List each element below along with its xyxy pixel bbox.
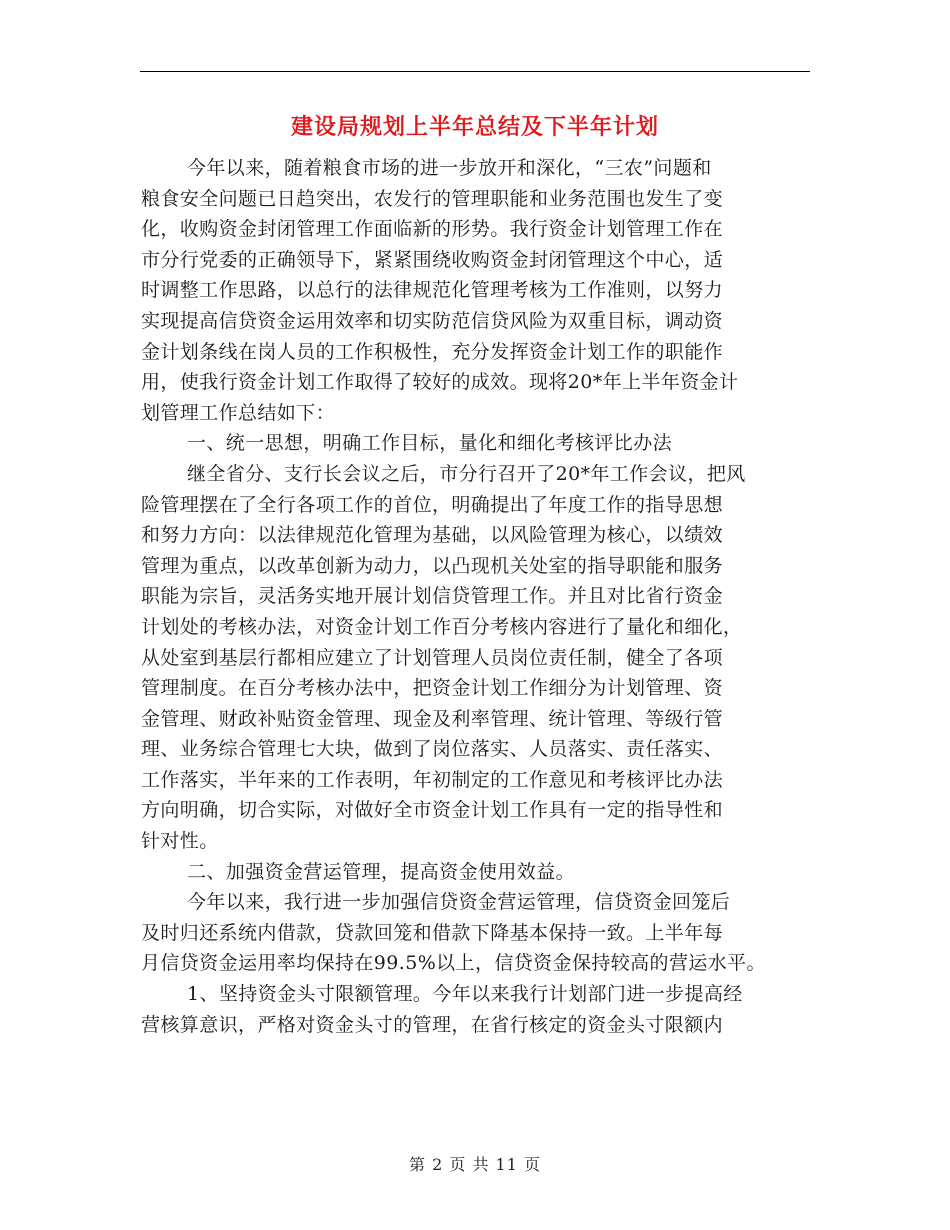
body-text-line: 1、坚持资金头寸限额管理。今年以来我行计划部门进一步提高经 [187, 983, 743, 1006]
body-text-line: 今年以来，我行进一步加强信贷资金营运管理，信贷资金回笼后 [187, 891, 731, 914]
body-text-line: 和努力方向：以法律规范化管理为基础，以风险管理为核心，以绩效 [141, 524, 724, 547]
body-text-line: 从处室到基层行都相应建立了计划管理人员岗位责任制，健全了各项 [141, 646, 724, 669]
body-text-line: 理、业务综合管理七大块，做到了岗位落实、人员落实、责任落实、 [141, 738, 724, 761]
body-text-line: 二、加强资金营运管理，提高资金使用效益。 [187, 860, 576, 883]
body-text-line: 用，使我行资金计划工作取得了较好的成效。现将20*年上半年资金计 [141, 371, 739, 394]
body-text-line: 时调整工作思路，以总行的法律规范化管理考核为工作准则，以努力 [141, 279, 724, 302]
body-text-line: 继全省分、支行长会议之后，市分行召开了20*年工作会议，把风 [187, 462, 746, 485]
body-text-line: 职能为宗旨，灵活务实地开展计划信贷管理工作。并且对比省行资金 [141, 585, 724, 608]
page-footer: 第 2 页 共 11 页 [409, 1155, 541, 1174]
body-text-line: 实现提高信贷资金运用效率和切实防范信贷风险为双重目标，调动资 [141, 309, 724, 332]
body-text-line: 管理制度。在百分考核办法中，把资金计划工作细分为计划管理、资 [141, 677, 724, 700]
body-text-line: 金管理、财政补贴资金管理、现金及利率管理、统计管理、等级行管 [141, 707, 724, 730]
body-text-line: 针对性。 [141, 830, 219, 853]
body-text-line: 一、统一思想，明确工作目标，量化和细化考核评比办法 [187, 432, 673, 455]
body-text-line: 管理为重点，以改革创新为动力，以凸现机关处室的指导职能和服务 [141, 554, 724, 577]
document-body [141, 153, 821, 1040]
body-text-line: 划管理工作总结如下： [141, 401, 336, 424]
body-text-line: 险管理摆在了全行各项工作的首位，明确提出了年度工作的指导思想 [141, 493, 724, 516]
body-text-line: 粮食安全问题已日趋突出，农发行的管理职能和业务范围也发生了变 [141, 187, 724, 210]
body-text-line: 今年以来，随着粮食市场的进一步放开和深化，“三农”问题和 [187, 157, 712, 179]
body-text-line: 金计划条线在岗人员的工作积极性，充分发挥资金计划工作的职能作 [141, 340, 724, 363]
body-text-line: 月信贷资金运用率均保持在99.5%以上，信贷资金保持较高的营运水平。 [141, 952, 766, 975]
header-rule [140, 71, 810, 72]
body-text-line: 方向明确，切合实际，对做好全市资金计划工作具有一定的指导性和 [141, 799, 724, 822]
body-text-line: 计划处的考核办法，对资金计划工作百分考核内容进行了量化和细化， [141, 615, 743, 638]
body-text-line: 工作落实，半年来的工作表明，年初制定的工作意见和考核评比办法 [141, 768, 724, 791]
body-text-line: 化，收购资金封闭管理工作面临新的形势。我行资金计划管理工作在 [141, 218, 724, 241]
document-title: 建设局规划上半年总结及下半年计划 [290, 115, 659, 140]
body-text-line: 营核算意识，严格对资金头寸的管理，在省行核定的资金头寸限额内 [141, 1013, 724, 1036]
body-text-line: 市分行党委的正确领导下，紧紧围绕收购资金封闭管理这个中心，适 [141, 248, 724, 271]
body-text-line: 及时归还系统内借款，贷款回笼和借款下降基本保持一致。上半年每 [141, 921, 724, 944]
